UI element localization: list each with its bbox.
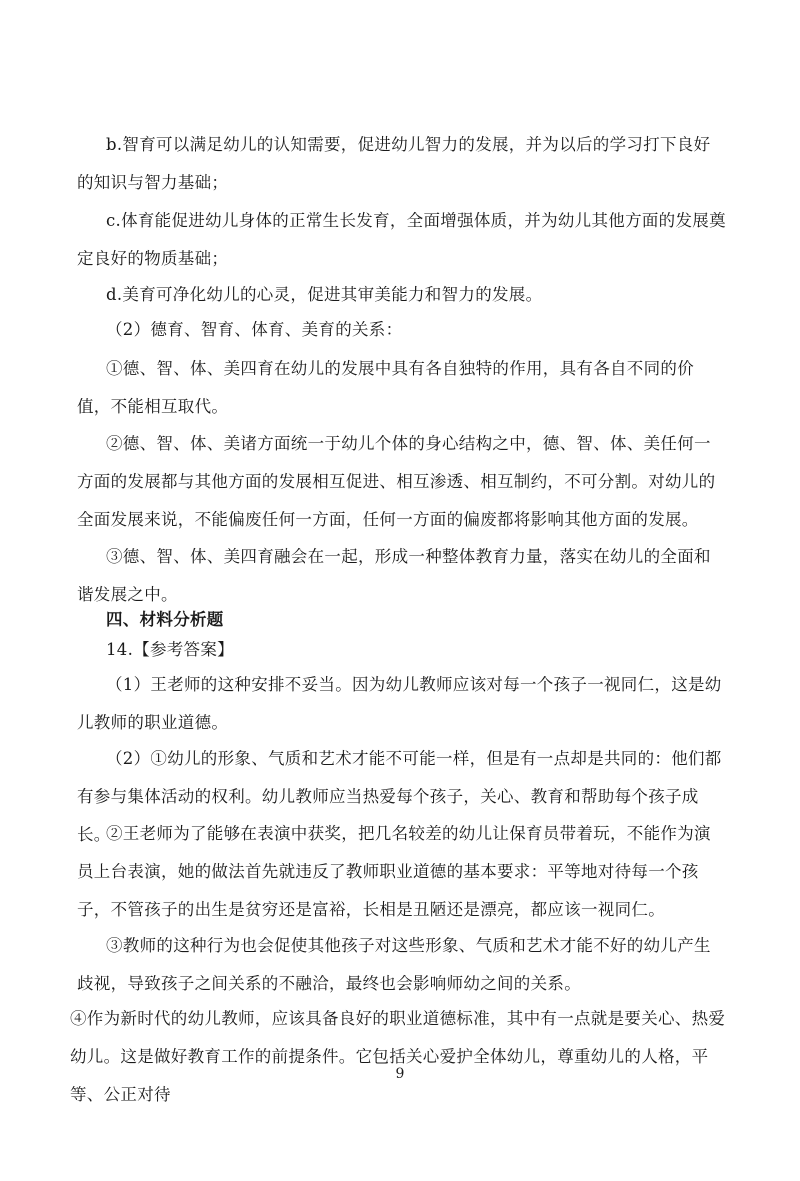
answer-part-2-point-3: ③教师的这种行为也会促使其他孩子对这些形象、气质和艺术才能不好的幼儿产生歧视，导致孩子之间关系的不融洽，最终也会影响师幼之间的关系。: [77, 936, 711, 993]
question-14-answer-label: 14.【参考答案】: [106, 640, 234, 659]
answer-part-2-point-2: ②王老师为了能够在表演中获奖，把几名较差的幼儿让保育员带着玩，不能作为演员上台表演，她的做法首先就违反了教师职业道德的基本要求：平等地对待每一个孩子，不管孩子的出生是贫穷还是富裕，长相是丑陋还是漂亮，都应该一视同仁。: [77, 824, 711, 919]
paragraph-relation-2: ②德、智、体、美诸方面统一于幼儿个体的身心结构之中，德、智、体、美任何一方面的发展都与其他方面的发展相互促进、相互渗透、相互制约，不可分割。对幼儿的全面发展来说，不能偏废任何一方面，任何一方面的偏废都将影响其他方面的发展。: [77, 434, 716, 529]
answer-part-1: （1）王老师的这种安排不妥当。因为幼儿教师应该对每一个孩子一视同仁，这是幼儿教师的职业道德。: [77, 675, 722, 732]
paragraph-relationship-heading: （2）德育、智育、体育、美育的关系：: [106, 320, 403, 339]
paragraph-d-aesthetic-education: d.美育可净化幼儿的心灵，促进其审美能力和智力的发展。: [106, 285, 543, 304]
answer-part-2-point-4: ④作为新时代的幼儿教师，应该具备良好的职业道德标准，其中有一点就是要关心、热爱幼儿。这是做好教育工作的前提条件。它包括关心爱护全体幼儿，尊重幼儿的人格，平等、公正对待: [70, 1009, 726, 1104]
paragraph-relation-3: ③德、智、体、美四育融会在一起，形成一种整体教育力量，落实在幼儿的全面和谐发展之中。: [77, 547, 711, 604]
section-heading-material-analysis: 四、材料分析题: [106, 610, 224, 629]
paragraph-relation-1: ①德、智、体、美四育在幼儿的发展中具有各自独特的作用，具有各自不同的价值，不能相互取代。: [77, 359, 694, 416]
paragraph-c-physical-education: c.体育能促进幼儿身体的正常生长发育，全面增强体质，并为幼儿其他方面的发展奠定良好的物质基础；: [77, 211, 726, 268]
paragraph-b-intellectual-education: b.智育可以满足幼儿的认知需要，促进幼儿智力的发展，并为以后的学习打下良好的知识与智力基础；: [77, 135, 711, 192]
page-number: 9: [395, 1066, 405, 1082]
answer-part-2-point-1: （2）①幼儿的形象、气质和艺术才能不可能一样，但是有一点却是共同的：他们都有参与集体活动的权利。幼儿教师应当热爱每个孩子，关心、教育和帮助每个孩子成长。: [77, 749, 722, 844]
